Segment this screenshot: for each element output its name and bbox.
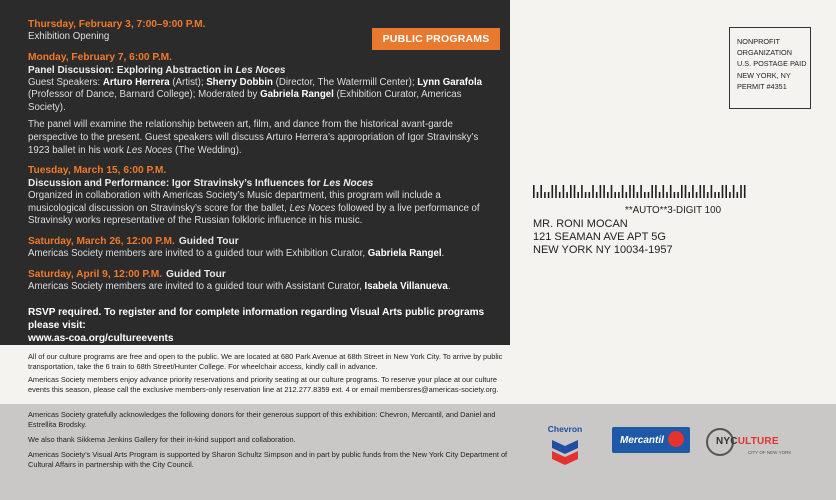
event-stravinsky [28,164,490,228]
event-panel-discussion [28,51,490,158]
chevron-logo: Chevron [540,424,590,470]
event-description: The panel will examine the relationship between art, film, and dance from the historical avant-garde perspective to the present. Guest speakers will discuss Arturo Herrera’s appropriation of Igor Stravinsky’s 1923 ballet in his work Les Noces (The Wedding). [28,119,479,156]
programs-panel [0,0,510,345]
mercantil-swoosh-icon [668,431,684,447]
event-description: Americas Society members are invited to a guided tour with Exhibition Curator, Gabriela Rangel. [28,247,445,259]
chevron-mark-icon [540,434,590,474]
acknowledgments: Americas Society gratefully acknowledges the following donors for their generous support of this exhibition: Chevron, Mercantil, and Daniel and Estrellita Brodsky. We also thank Sikkema Jenkins Gallery for their in-kind support and collaboration. Americas Society’s Visual Arts Program is supported by Sharon Schultz Simpson and in part by public funds from the New York City Department of Cultural Affairs in partnership with the City Council. [28,410,508,469]
event-date: Thursday, February 3, 7:00–9:00 P.M. [28,19,206,30]
rsvp-notice: RSVP required. To register and for complete information regarding Visual Arts public programs please visit: www.as-coa.org/cultureevents [28,306,498,345]
event-description: Organized in collaboration with Americas Society’s Music department, this program will include a musicological discussion on Stravinsky’s score for the ballet, Les Noces followed by a live performance of Stravinsky works representative of the Russian folkloric influence in his music. [28,190,480,227]
recipient-street: 121 SEAMAN AVE APT 5G [533,231,666,244]
event-speakers: Guest Speakers: Arturo Herrera (Artist); Sherry Dobbin (Director, The Watermill Center); Lynn Garafola (Professor of Dance, Barnard College); Moderated by Gabriela Rangel (Exhibition Curator, Americas Society). [28,76,483,113]
sort-code: **AUTO**3-DIGIT 100 [625,205,722,216]
postal-barcode-icon [533,183,753,201]
event-title: Exhibition Opening [28,31,110,42]
rsvp-url: www.as-coa.org/cultureevents [28,333,174,344]
event-date: Saturday, March 26, 12:00 P.M. Guided Tour [28,235,239,247]
postage-indicia: NONPROFIT ORGANIZATION U.S. POSTAGE PAID NEW YORK, NY PERMIT #4351 [729,27,811,109]
public-programs-badge: PUBLIC PROGRAMS [372,28,500,50]
event-date: Tuesday, March 15, 6:00 P.M. [28,165,167,177]
recipient-city: NEW YORK NY 10034-1957 [533,244,673,257]
event-date: Saturday, April 9, 12:00 P.M. Guided Tour [28,268,226,280]
event-tour-april [28,268,490,294]
nyc-culture-logo: NYCULTURE CITY OF NEW YORK [702,424,812,464]
mercantil-logo: Mercantil [612,427,690,453]
recipient-name: MR. RONI MOCAN [533,218,628,230]
event-date: Monday, February 7, 6:00 P.M. [28,51,173,63]
event-tour-march [28,235,490,261]
event-title: Panel Discussion: Exploring Abstraction in Les Noces [28,64,286,76]
event-title: Discussion and Performance: Igor Stravinsky’s Influences for Les Noces [28,178,374,190]
visitor-info: All of our culture programs are free and open to the public. We are located at 680 Park Avenue at 68th Street in New York City. To arrive by public transportation, take the 6 train to 68th Street/Hunter College. For wheelchair access, kindly call in advance. Americas Society members enjoy advance priority reservations and priority seating at our culture programs. To reserve your place at our culture events this season, please call the exclusive members-only reservation line at 212.277.8359 ext. 4 or email membersres@americas-society.org. [28,352,503,394]
event-description: Americas Society members are invited to a guided tour with Assistant Curator, Isabela Villanueva. [28,280,451,292]
